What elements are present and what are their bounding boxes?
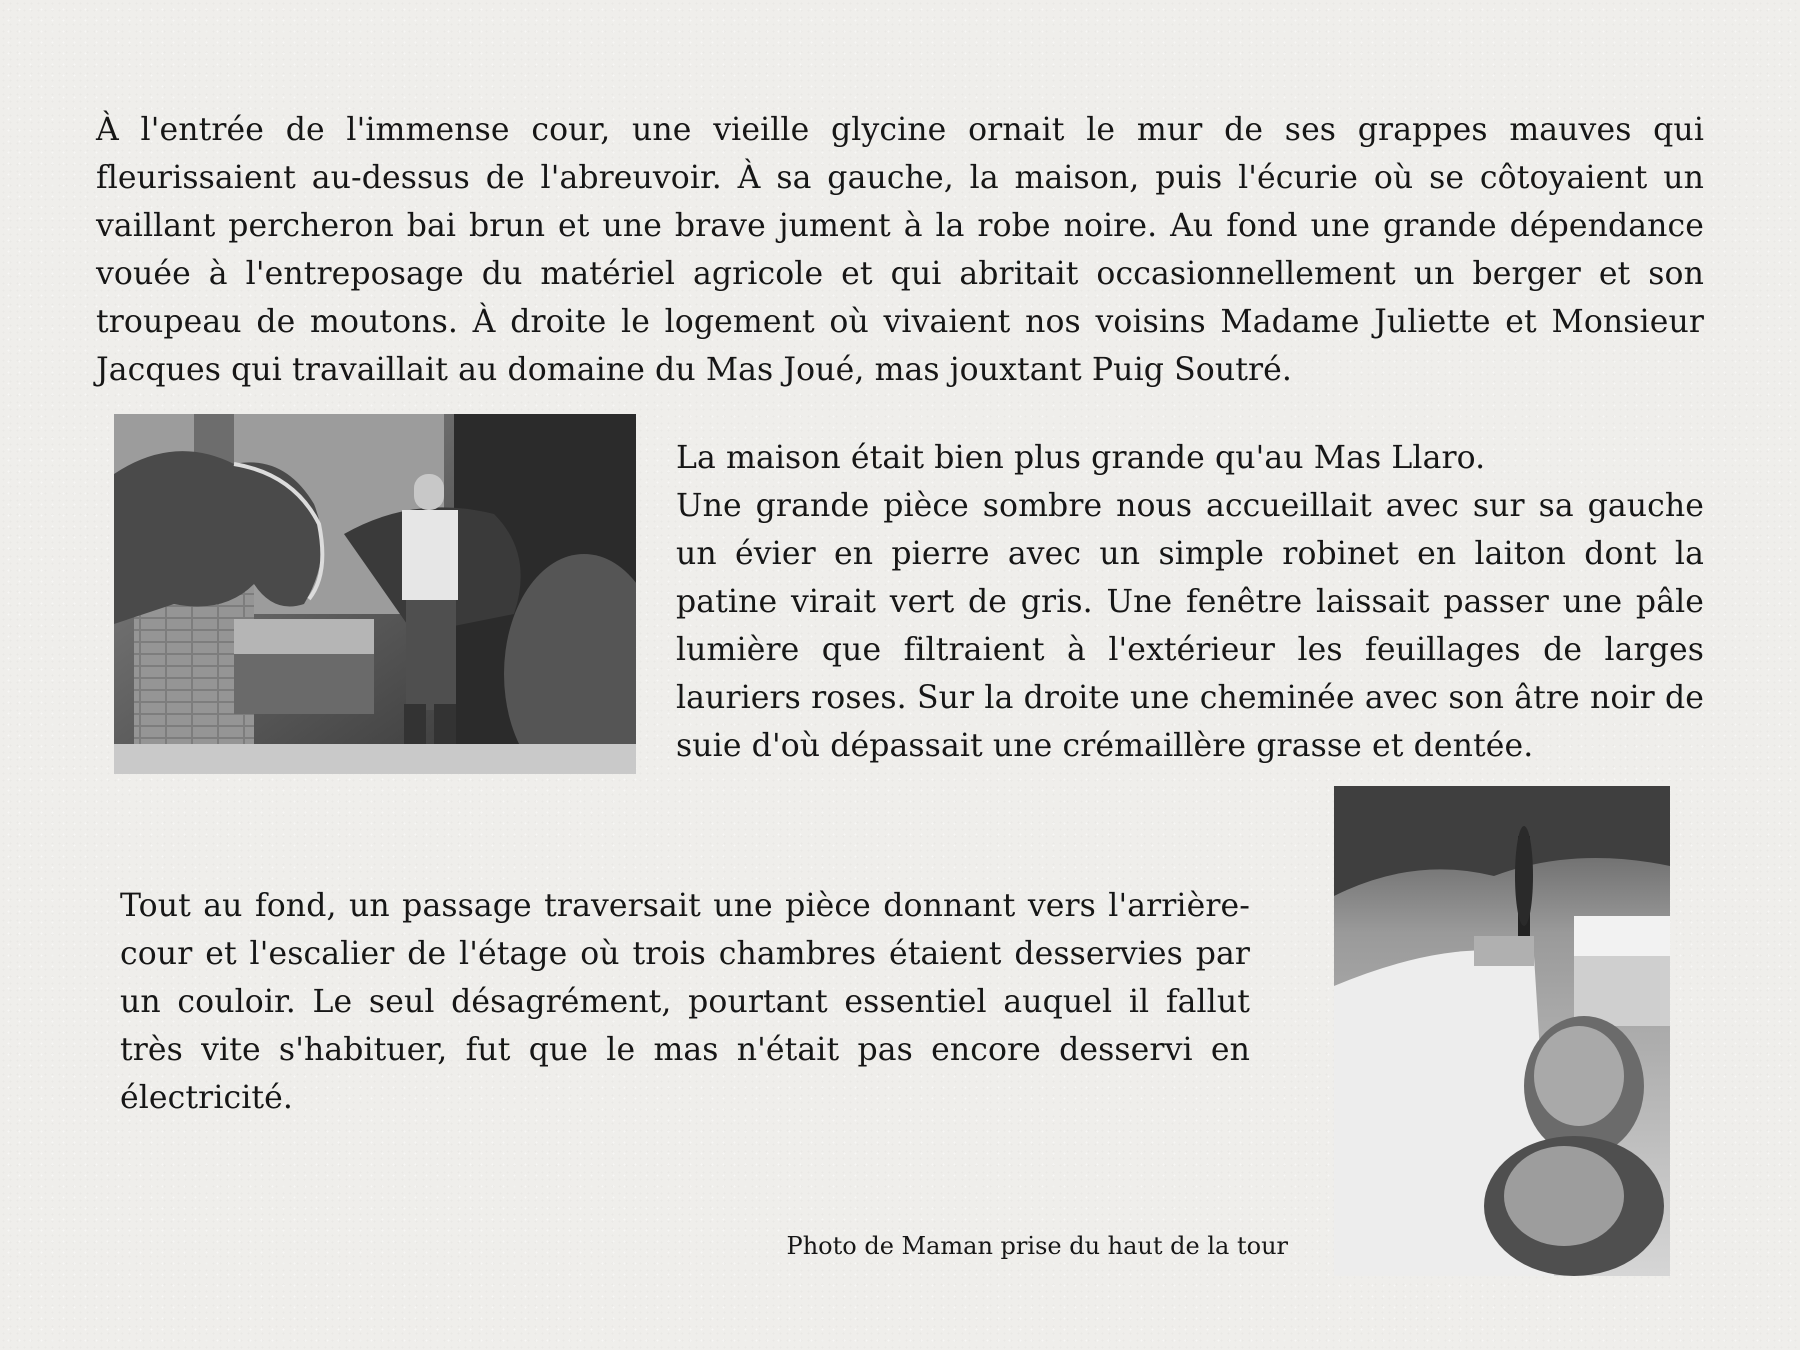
paragraph-house-first-line: La maison était bien plus grande qu'au Mas Llaro.	[676, 440, 1486, 476]
paragraph-house-body: Une grande pièce sombre nous accueillait avec sur sa gauche un évier en pierre avec un simple robinet en laiton dont la patine virait vert de gris. Une fenêtre laissait passer une pâle lumière que filtraient à l'extérieur les feuillages de larges lauriers roses. Sur la droite une cheminée avec son âtre noir de suie d'où dépassait une crémaillère grasse et dentée.	[676, 488, 1704, 764]
paragraph-courtyard: À l'entrée de l'immense cour, une vieille glycine ornait le mur de ses grappes mauves qui fleurissaient au-dessus de l'abreuvoir. À sa gauche, la maison, puis l'écurie où se côtoyaient un vaillant percheron bai brun et une brave jument à la robe noire. Au fond une grande dépendance vouée à l'entreposage du matériel agricole et qui abritait occasionnellement un berger et son troupeau de moutons. À droite le logement où vivaient nos voisins Madame Juliette et Monsieur Jacques qui travaillait au domaine du Mas Joué, mas jouxtant Puig Soutré.	[96, 112, 1704, 388]
photo-man-with-horses	[114, 414, 636, 774]
photo-snowy-courtyard	[1334, 786, 1670, 1276]
paragraph-house	[676, 434, 1704, 770]
photo-caption: Photo de Maman prise du haut de la tour	[786, 1232, 1288, 1260]
paragraph-upstairs: Tout au fond, un passage traversait une pièce donnant vers l'arrière-cour et l'escalier de l'étage où trois chambres étaient desservies par un couloir. Le seul désagrément, pourtant essentiel auquel il fallut très vite s'habituer, fut que le mas n'était pas encore desservi en électricité.	[120, 888, 1250, 1116]
